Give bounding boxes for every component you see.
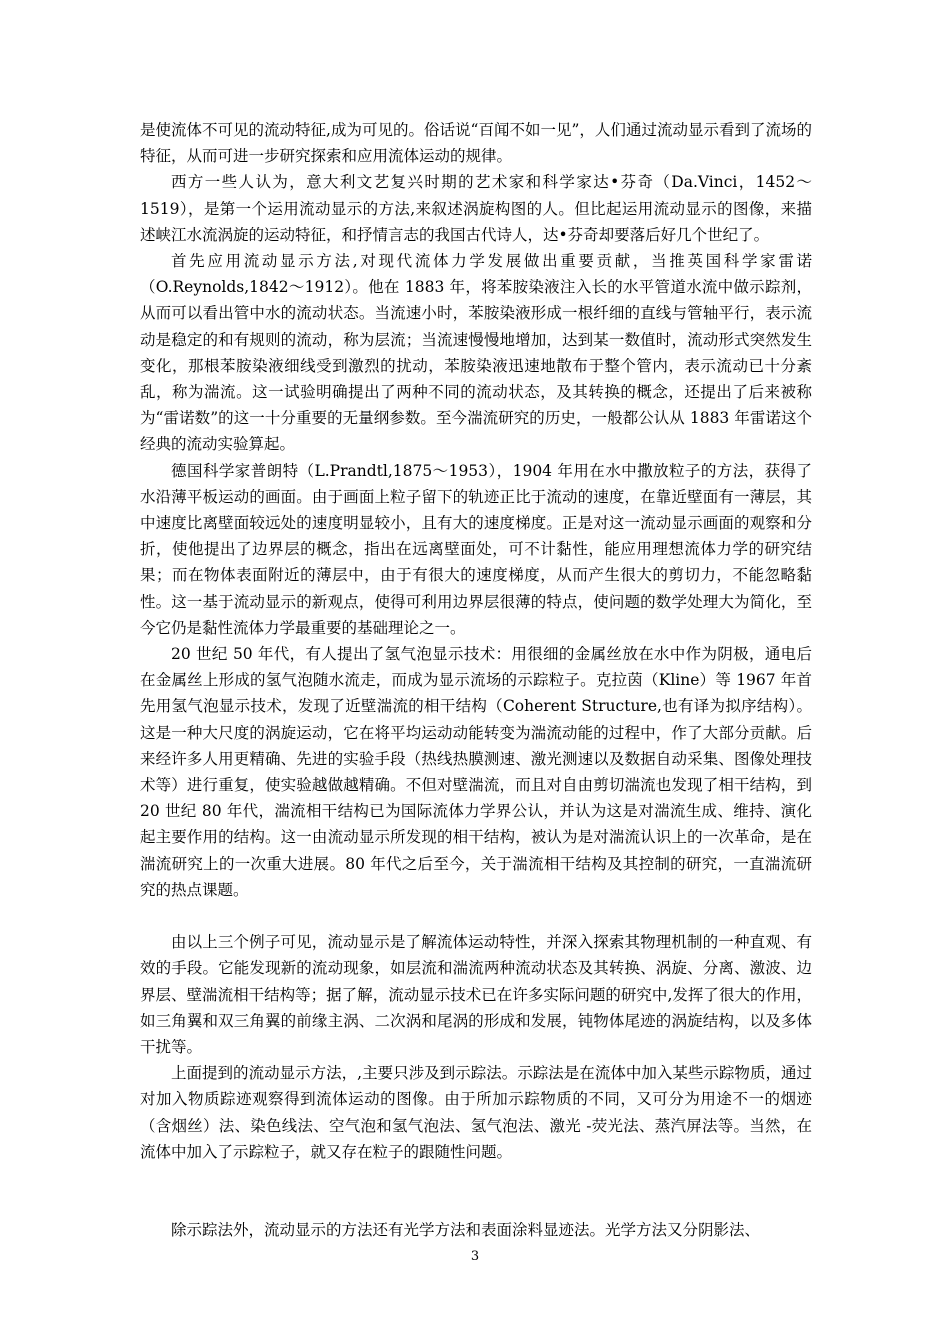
paragraph-intro: 是使流体不可见的流动特征,成为可见的。俗话说“百闻不如一见”，人们通过流动显示看到了流场的特征，从而可进一步研究探索和应用流体运动的规律。	[140, 121, 812, 166]
paragraph-prandtl: 德国科学家普朗特（L.Prandtl,1875～1953），1904 年用在水中撒放粒子的方法，获得了水沿薄平板运动的画面。由于画面上粒子留下的轨迹正比于流动的速度，在靠近壁面有一薄层，其中速度比离壁面较远处的速度明显较小，且有大的速度梯度。正是对这一流动显示画面的观察和分折，使他提出了边界层的概念，指出在远离壁面处，可不计黏性，能应用理想流体力学的研究结果；而在物体表面附近的薄层中，由于有很大的速度梯度，从而产生很大的剪切力，不能忽略黏性。这一基于流动显示的新观点，使得可利用边界层很薄的特点，使问题的数学处理大为简化，至今它仍是黏性流体力学最重要的基础理论之一。	[140, 461, 812, 637]
paragraph-da-vinci: 西方一些人认为，意大利文艺复兴时期的艺术家和科学家达•芬奇（Da.Vinci，1452～1519），是第一个运用流动显示的方法,来叙述涡旋构图的人。但比起运用流动显示的图像，来描述峡江水流涡旋的运动特征，和抒情言志的我国古代诗人，达•芬奇却要落后好几个世纪了。	[140, 173, 812, 244]
paragraph-summary: 由以上三个例子可见，流动显示是了解流体运动特性，并深入探索其物理机制的一种直观、有效的手段。它能发现新的流动现象，如层流和湍流两种流动状态及其转换、涡旋、分离、激波、边界层、壁湍流相干结构等；据了解，流动显示技术已在许多实际问题的研究中,发挥了很大的作用，如三角翼和双三角翼的前缘主涡、二次涡和尾涡的形成和发展，钝物体尾迹的涡旋结构，以及多体干扰等。	[140, 933, 812, 1056]
paragraph-optical-method: 除示踪法外，流动显示的方法还有光学方法和表面涂料显迹法。光学方法又分阴影法、	[171, 1220, 761, 1239]
page-number: 3	[470, 1249, 480, 1264]
body-text	[140, 117, 812, 1243]
paragraph-hydrogen-bubble: 20 世纪 50 年代，有人提出了氢气泡显示技术：用很细的金属丝放在水中作为阴极，通电后在金属丝上形成的氢气泡随水流走，而成为显示流场的示踪粒子。克拉茵（Kline）等 1967 年首先用氢气泡显示技术，发现了近壁湍流的相干结构（Coherent Structure,也有译为拟序结构）。这是一种大尺度的涡旋运动，它在将平均运动动能转变为湍流动能的过程中，作了大部分贡献。后来经许多人用更精确、先进的实验手段（热线热膜测速、激光测速以及数据自动采集、图像处理技术等）进行重复，使实验越做越精确。不但对壁湍流，而且对自由剪切湍流也发现了相干结构，到 20 世纪 80 年代，湍流相干结构已为国际流体力学界公认，并认为这是对湍流生成、维持、演化起主要作用的结构。这一由流动显示所发现的相干结构，被认为是对湍流认识上的一次革命，是在湍流研究上的一次重大进展。80 年代之后至今，关于湍流相干结构及其控制的研究，一直湍流研究的热点课题。	[140, 645, 812, 899]
paragraph-gap-large	[140, 1165, 812, 1217]
paragraph-gap	[140, 903, 812, 929]
paragraph-reynolds: 首先应用流动显示方法,对现代流体力学发展做出重要贡献，当推英国科学家雷诺（O.Reynolds,1842～1912）。他在 1883 年，将苯胺染液注入长的水平管道水流中做示踪剂，从而可以看出管中水的流动状态。当流速小时，苯胺染液形成一根纤细的直线与管轴平行，表示流动是稳定的和有规则的流动，称为层流；当流速慢慢地增加，达到某一数值时，流动形式突然发生变化，那根苯胺染液细线受到激烈的扰动，苯胺染液迅速地散布于整个管内，表示流动已十分紊乱，称为湍流。这一试验明确提出了两种不同的流动状态，及其转换的概念，还提出了后来被称为“雷诺数”的这一十分重要的无量纲参数。至今湍流研究的历史，一般都公认从 1883 年雷诺这个经典的流动实验算起。	[140, 252, 812, 454]
paragraph-tracer-method: 上面提到的流动显示方法，,主要只涉及到示踪法。示踪法是在流体中加入某些示踪物质，通过对加入物质踪迹观察得到流体运动的图像。由于所加示踪物质的不同，又可分为用途不一的烟迹（含烟丝）法、染色线法、空气泡和氢气泡法、氢气泡法、激光 -荧光法、蒸汽屏法等。当然，在流体中加入了示踪粒子，就又存在粒子的跟随性问题。	[140, 1064, 812, 1161]
